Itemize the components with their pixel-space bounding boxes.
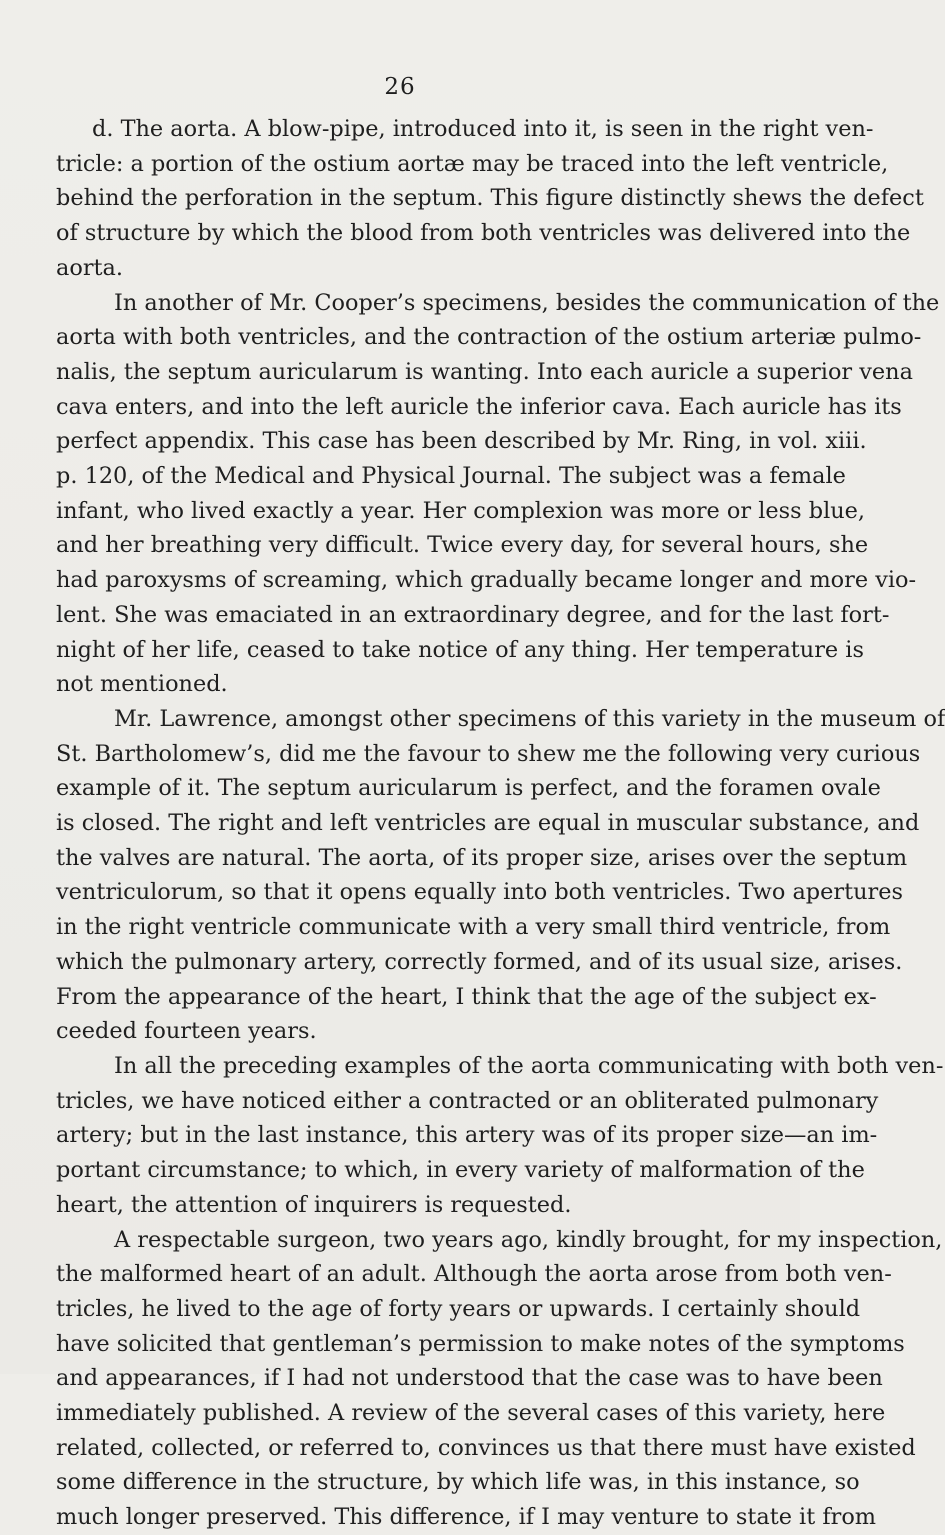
- text-line: the malformed heart of an adult. Although the aorta arose from both ven-: [56, 1261, 892, 1288]
- text-line: and her breathing very difficult. Twice every day, for several hours, she: [56, 532, 869, 559]
- text-line: of structure by which the blood from both ventricles was delivered into the: [56, 220, 911, 247]
- paragraph: [56, 1049, 944, 1223]
- paragraph: [56, 112, 924, 286]
- page-number: 26: [384, 74, 416, 100]
- text-line: heart, the attention of inquirers is requested.: [56, 1191, 572, 1218]
- text-line: night of her life, ceased to take notice of any thing. Her temperature is: [56, 636, 864, 663]
- paragraph: [56, 702, 945, 1049]
- text-line: ceeded fourteen years.: [56, 1018, 317, 1045]
- text-line: the valves are natural. The aorta, of its proper size, arises over the septum: [56, 844, 908, 871]
- paragraph: [56, 286, 940, 702]
- text-line: immediately published. A review of the several cases of this variety, here: [56, 1400, 886, 1427]
- text-line: In all the preceding examples of the aorta communicating with both ven-: [114, 1052, 944, 1079]
- text-line: A respectable surgeon, two years ago, kindly brought, for my inspection,: [114, 1226, 943, 1253]
- text-line: portant circumstance; to which, in every variety of malformation of the: [56, 1157, 865, 1184]
- text-line: In another of Mr. Cooper’s specimens, besides the communication of the: [114, 289, 940, 316]
- text-line: artery; but in the last instance, this artery was of its proper size—an im-: [56, 1122, 878, 1149]
- text-line: in the right ventricle communicate with a very small third ventricle, from: [56, 914, 891, 941]
- text-line: have solicited that gentleman’s permission to make notes of the symptoms: [56, 1330, 905, 1357]
- text-line: perfect appendix. This case has been described by Mr. Ring, in vol. xiii.: [56, 428, 867, 455]
- text-line: not mentioned.: [56, 671, 228, 698]
- text-line: had paroxysms of screaming, which gradually became longer and more vio-: [56, 567, 917, 594]
- text-line: ventriculorum, so that it opens equally into both ventricles. Two apertures: [56, 879, 903, 906]
- body-text: [56, 112, 945, 1535]
- text-line: lent. She was emaciated in an extraordinary degree, and for the last fort-: [56, 601, 890, 628]
- text-line: aorta with both ventricles, and the contraction of the ostium arteriæ pulmo-: [56, 324, 922, 351]
- text-line: tricles, he lived to the age of forty years or upwards. I certainly should: [56, 1295, 861, 1322]
- text-line: p. 120, of the Medical and Physical Journal. The subject was a female: [56, 463, 846, 490]
- text-line: is closed. The right and left ventricles are equal in muscular substance, and: [56, 810, 920, 837]
- text-line: some difference in the structure, by which life was, in this instance, so: [56, 1469, 860, 1496]
- text-line: which the pulmonary artery, correctly formed, and of its usual size, arises.: [56, 948, 903, 975]
- text-line: tricle: a portion of the ostium aortæ may be traced into the left ventricle,: [56, 150, 889, 177]
- text-line: St. Bartholomew’s, did me the favour to shew me the following very curious: [56, 740, 921, 767]
- text-line: Mr. Lawrence, amongst other specimens of this variety in the museum of: [114, 705, 945, 732]
- text-line: behind the perforation in the septum. This figure distinctly shews the defect: [56, 185, 924, 212]
- text-line: tricles, we have noticed either a contracted or an obliterated pulmonary: [56, 1087, 879, 1114]
- text-line: cava enters, and into the left auricle the inferior cava. Each auricle has its: [56, 393, 902, 420]
- text-line: and appearances, if I had not understood that the case was to have been: [56, 1365, 883, 1392]
- text-line: d. The aorta. A blow-pipe, introduced into it, is seen in the right ven-: [92, 116, 874, 142]
- text-line: much longer preserved. This difference, if I may venture to state it from: [56, 1504, 877, 1531]
- text-line: example of it. The septum auricularum is perfect, and the foramen ovale: [56, 775, 881, 802]
- paragraph: [56, 1223, 943, 1535]
- text-line: infant, who lived exactly a year. Her complexion was more or less blue,: [56, 497, 866, 524]
- text-line: related, collected, or referred to, convinces us that there must have existed: [56, 1434, 916, 1461]
- text-line: nalis, the septum auricularum is wanting. Into each auricle a superior vena: [56, 358, 913, 385]
- text-line: From the appearance of the heart, I think that the age of the subject ex-: [56, 983, 877, 1010]
- text-line: aorta.: [56, 254, 123, 281]
